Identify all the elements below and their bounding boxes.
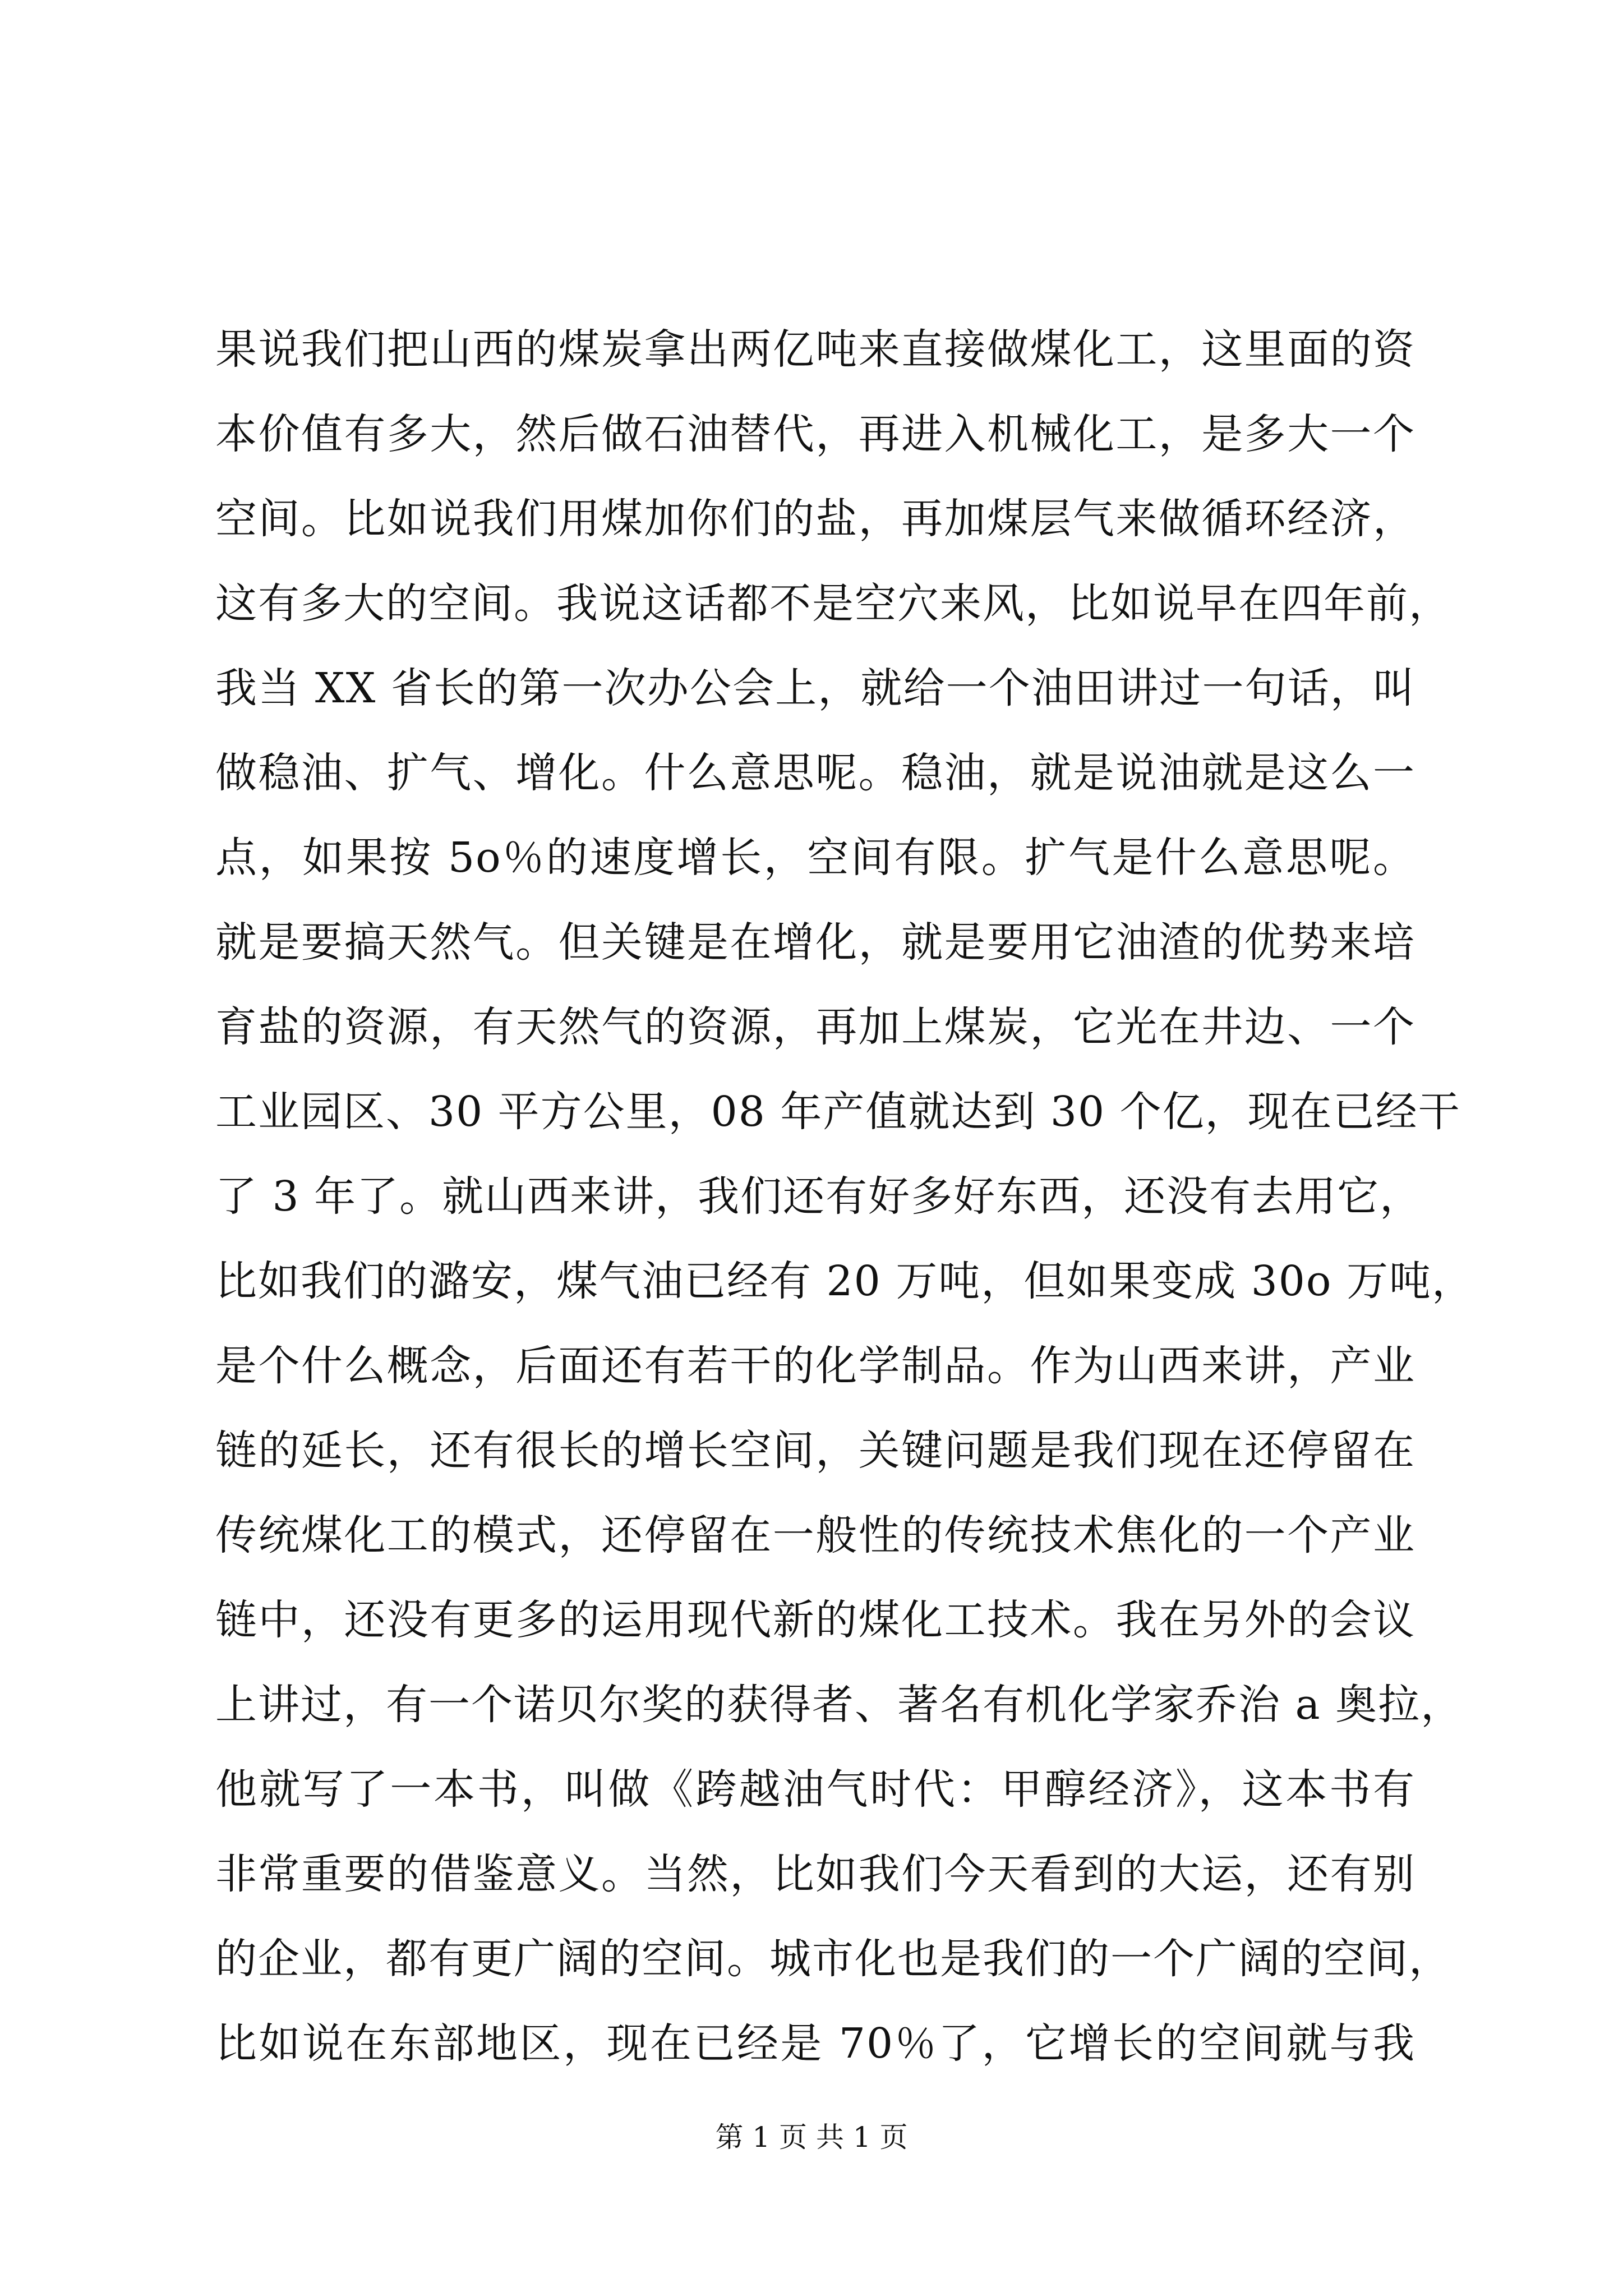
text-line: 传统煤化工的模式，还停留在一般性的传统技术焦化的一个产业 — [215, 1511, 1415, 1559]
text-line: 了 3 年了。就山西来讲，我们还有好多好东西，还没有去用它， — [215, 1172, 1423, 1221]
text-line: 空间。比如说我们用煤加你们的盐，再加煤层气来做循环经济， — [215, 495, 1415, 543]
body-text — [215, 307, 1474, 2086]
text-line: 本价值有多大，然后做石油替代，再进入机械化工，是多大一个 — [215, 410, 1415, 458]
text-line: 就是要搞天然气。但关键是在增化，就是要用它油渣的优势来培 — [215, 918, 1415, 967]
page-footer: 第 1 页 共 1 页 — [715, 2121, 908, 2154]
text-line: 比如我们的潞安，煤气油已经有 20 万吨，但如果变成 30o 万吨， — [215, 1257, 1474, 1305]
text-line: 的企业，都有更广阔的空间。城市化也是我们的一个广阔的空间， — [215, 1935, 1451, 1983]
text-line: 做稳油、扩气、增化。什么意思呢。稳油，就是说油就是这么一 — [215, 749, 1415, 797]
text-line: 上讲过，有一个诺贝尔奖的获得者、著名有机化学家乔治 a 奥拉， — [215, 1681, 1464, 1729]
text-line: 比如说在东部地区，现在已经是 70％了，它增长的空间就与我 — [215, 2019, 1415, 2068]
text-line: 非常重要的借鉴意义。当然，比如我们今天看到的大运，还有别 — [215, 1850, 1415, 1898]
text-line: 果说我们把山西的煤炭拿出两亿吨来直接做煤化工，这里面的资 — [215, 325, 1415, 374]
text-line: 我当 XX 省长的第一次办公会上，就给一个油田讲过一句话，叫 — [215, 664, 1415, 712]
text-line: 工业园区、30 平方公里，08 年产值就达到 30 个亿，现在已经干 — [215, 1088, 1461, 1136]
text-line: 他就写了一本书，叫做《跨越油气时代：甲醇经济》，这本书有 — [215, 1765, 1415, 1814]
text-line: 这有多大的空间。我说这话都不是空穴来风，比如说早在四年前， — [215, 579, 1451, 628]
text-line: 链中，还没有更多的运用现代新的煤化工技术。我在另外的会议 — [215, 1596, 1415, 1644]
text-line: 是个什么概念，后面还有若干的化学制品。作为山西来讲，产业 — [215, 1342, 1415, 1390]
text-line: 点，如果按 5o％的速度增长，空间有限。扩气是什么意思呢。 — [215, 834, 1415, 882]
text-line: 链的延长，还有很长的增长空间，关键问题是我们现在还停留在 — [215, 1427, 1415, 1475]
text-line: 育盐的资源，有天然气的资源，再加上煤炭，它光在井边、一个 — [215, 1003, 1415, 1051]
